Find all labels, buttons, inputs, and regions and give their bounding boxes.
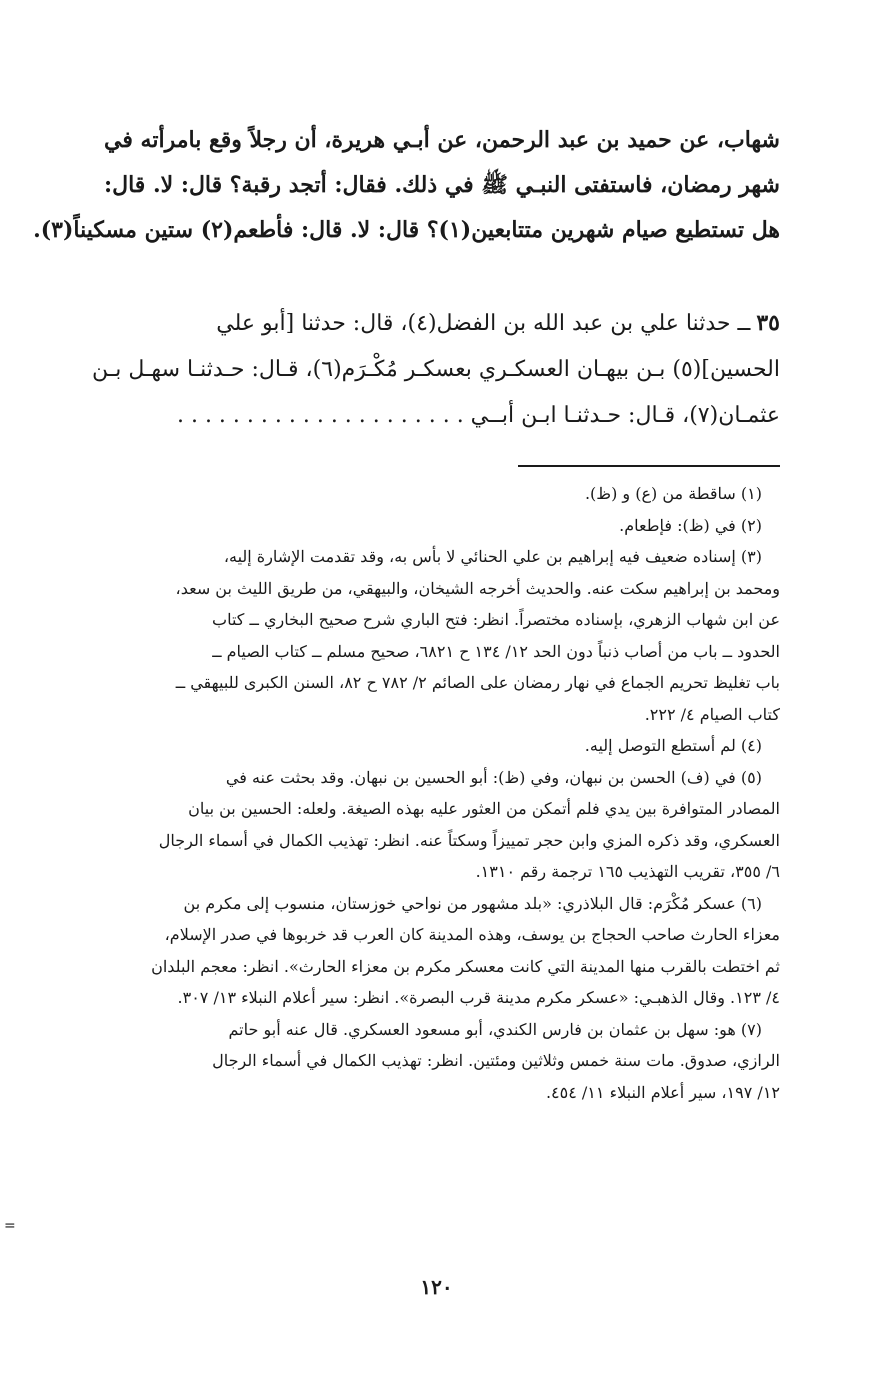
footnote-line: (٧) هو: سهل بن عثمان بن فارس الكندي، أبو مسعود العسكري. قال عنه أبو حاتم bbox=[228, 1019, 762, 1039]
footnote-6 bbox=[20, 888, 780, 1014]
footnote-line: ثم اختطت بالقرب منها المدينة التي كانت معسكر مكرم بن معزاء الحارث». انظر: معجم البلدان bbox=[151, 956, 780, 976]
footnote-4 bbox=[20, 730, 780, 762]
footnote-line: (٥) في (ف) الحسن بن نبهان، وفي (ظ): أبو الحسين بن نبهان. وقد بحثت عنه في bbox=[225, 767, 762, 787]
hadith-line-text: ــ حدثنا علي بن عبد الله بن الفضل(٤)، قال: حدثنا [أبو علي bbox=[216, 311, 751, 336]
hadith-number: ٣٥ bbox=[756, 310, 780, 336]
footnote-line: (١) ساقطة من (ع) و (ظ). bbox=[584, 484, 762, 503]
footnote-3 bbox=[20, 541, 780, 730]
footnote-5 bbox=[20, 762, 780, 888]
hadith-line: عثمـان(٧)، قـال: حـدثنـا ابـن أبــي . . . . . . . . . . . . . . . . . . . . . bbox=[176, 403, 780, 428]
footnote-line: ٤/ ١٢٣. وقال الذهبـي: «عسكر مكرم مدينة قرب البصرة». انظر: سير أعلام النبلاء ١٣/ ٣٠٧. bbox=[177, 988, 780, 1007]
footnote-separator bbox=[518, 465, 780, 467]
footnote-line: كتاب الصيام ٤/ ٢٢٢. bbox=[644, 704, 780, 724]
edge-mark: = bbox=[4, 1218, 16, 1234]
main-text-block bbox=[28, 118, 780, 253]
footnote-line: (٤) لم أستطع التوصل إليه. bbox=[584, 736, 762, 755]
footnote-line: ومحمد بن إبراهيم سكت عنه. والحديث أخرجه الشيخان، والبيهقي، من طريق الليث بن سعد، bbox=[175, 578, 780, 598]
hadith-line: الحسين](٥) بـن بيهـان العسكـري بعسكـر مُكْـرَم(٦)، قـال: حـدثنـا سهـل بـن bbox=[92, 357, 780, 382]
main-text-line: شهر رمضان، فاستفتى النبـي ﷺ في ذلك. فقال: أتجد رقبة؟ قال: لا. قال: bbox=[103, 172, 780, 198]
page-number: ١٢٠ bbox=[420, 1275, 453, 1299]
footnote-2 bbox=[20, 510, 780, 542]
footnote-line: الرازي، صدوق. مات سنة خمس وثلاثين ومئتين. انظر: تهذيب الكمال في أسماء الرجال bbox=[212, 1051, 780, 1070]
footnote-line: المصادر المتوافرة بين يدي فلم أتمكن من العثور عليه بهذه الصيغة. ولعله: الحسين بن بيان bbox=[188, 799, 780, 818]
footnote-line: العسكري، وقد ذكره المزي وابن حجر تمييزاً وسكتاً عنه. انظر: تهذيب الكمال في أسماء الرجال bbox=[158, 830, 780, 850]
footnote-line: (٦) عسكر مُكْرَم: قال البلاذري: «بلد مشهور من نواحي خوزستان، منسوب إلى مكرم بن bbox=[183, 893, 762, 913]
footnote-line: باب تغليظ تحريم الجماع في نهار رمضان على الصائم ٢/ ٧٨٢ ح ٨٢، السنن الكبرى للبيهقي ــ bbox=[175, 673, 780, 692]
footnote-line: معزاء الحارث صاحب الحجاج بن يوسف، وهذه المدينة كان العرب قد خربوها في صدر الإسلام، bbox=[164, 925, 780, 944]
footnote-line: (٢) في (ظ): فإطعام. bbox=[619, 515, 762, 535]
footnote-line: ١٢/ ١٩٧، سير أعلام النبلاء ١١/ ٤٥٤. bbox=[545, 1082, 780, 1102]
footnote-1 bbox=[20, 478, 780, 510]
main-text-line: شهاب، عن حميد بن عبد الرحمن، عن أبـي هريرة، أن رجلاً وقع بامرأته في bbox=[104, 127, 780, 153]
hadith-line bbox=[28, 300, 780, 347]
footnotes bbox=[20, 478, 780, 1108]
main-text-line: هل تستطيع صيام شهرين متتابعين(١)؟ قال: لا. قال: فأطعم(٢) ستين مسكيناً(٣). bbox=[33, 217, 780, 243]
footnote-line: الحدود ــ باب من أصاب ذنباً دون الحد ١٢/ ١٣٤ ح ٦٨٢١، صحيح مسلم ــ كتاب الصيام ــ bbox=[212, 641, 780, 661]
footnote-7 bbox=[20, 1014, 780, 1109]
footnote-line: عن ابن شهاب الزهري، بإسناده مختصراً. انظر: فتح الباري شرح صحيح البخاري ــ كتاب bbox=[212, 610, 780, 629]
footnote-line: ٦/ ٣٥٥، تقريب التهذيب ١٦٥ ترجمة رقم ١٣١٠. bbox=[475, 862, 780, 881]
footnote-line: (٣) إسناده ضعيف فيه إبراهيم بن علي الحنائي لا بأس به، وقد تقدمت الإشارة إليه، bbox=[223, 547, 762, 566]
hadith-block bbox=[28, 300, 780, 439]
